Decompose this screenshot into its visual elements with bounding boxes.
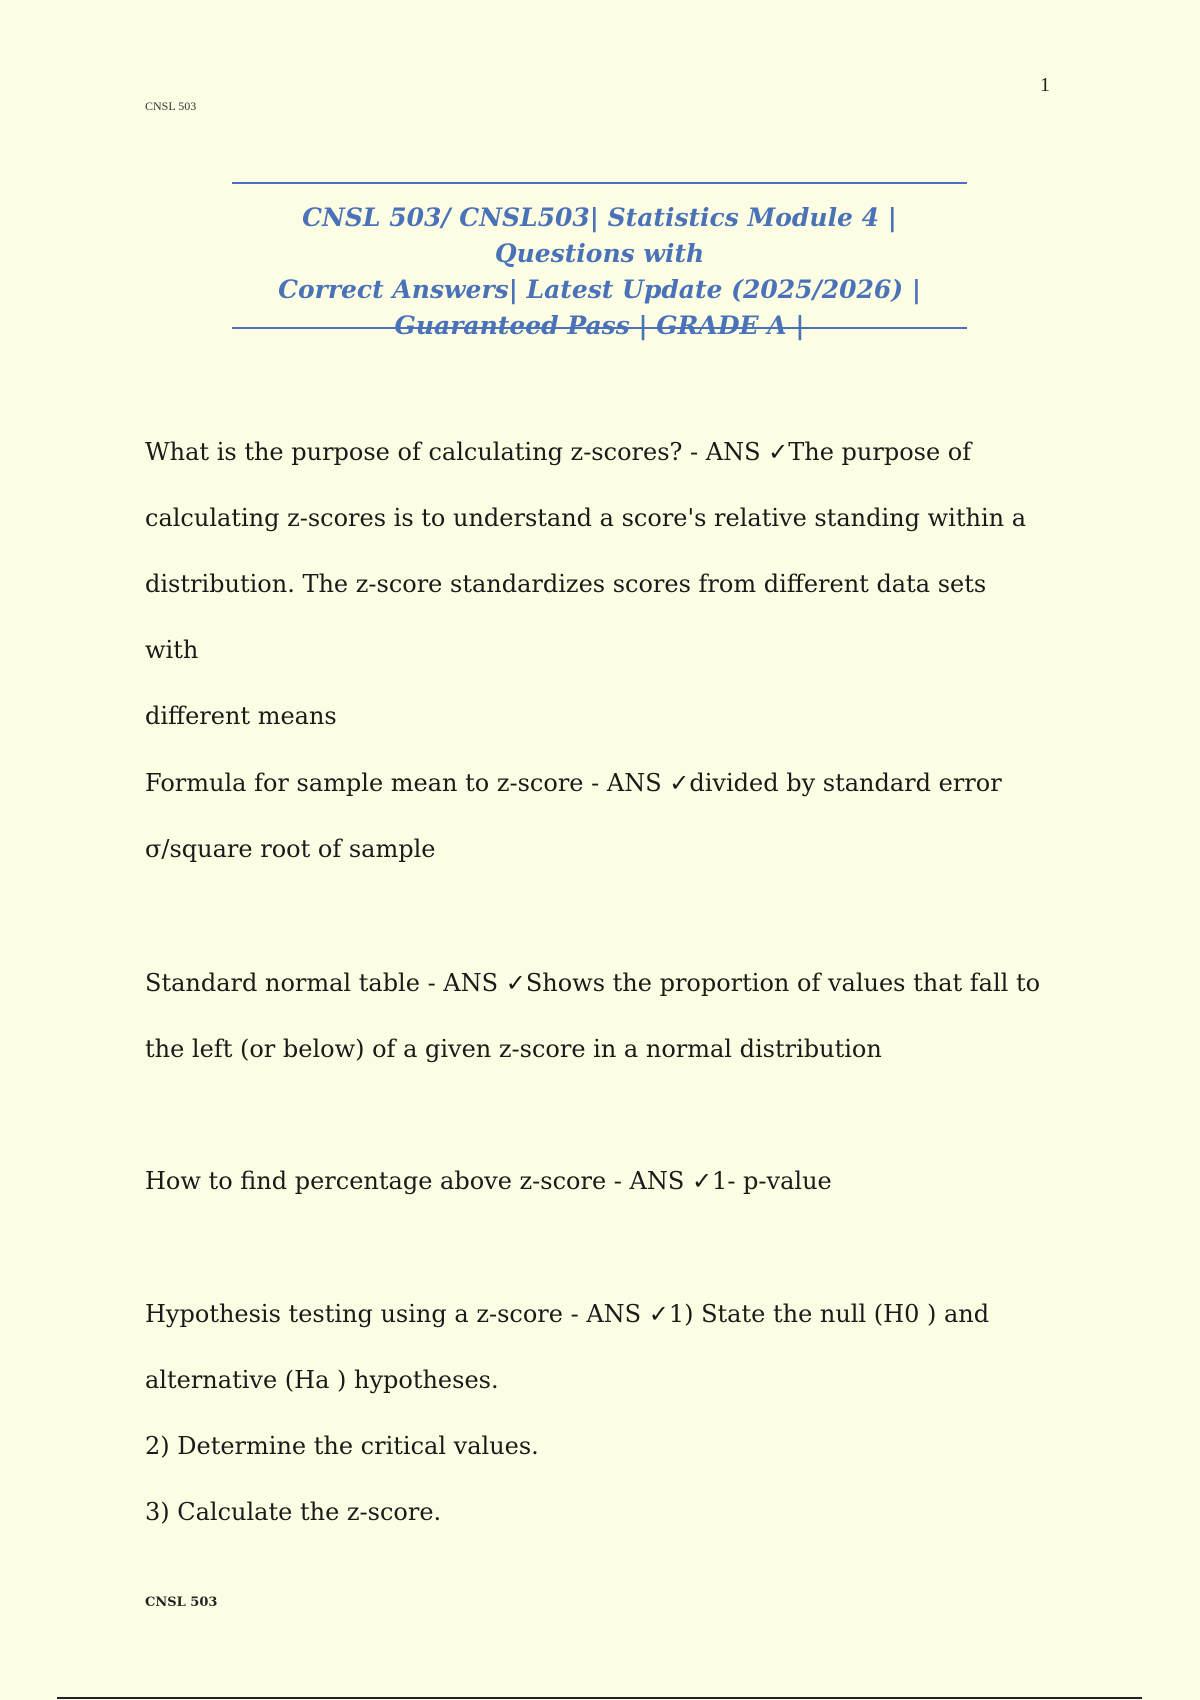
title-line-1: CNSL 503/ CNSL503| Statistics Module 4 | Questions with [302,203,897,268]
qa-item-4 [145,1148,1045,1214]
qa-line: distribution. The z-score standardizes scores from different data sets with [145,570,987,664]
qa-line: 3) Calculate the z-score. [145,1498,442,1526]
title-line-2: Correct Answers| Latest Update (2025/2026) | [278,275,921,304]
qa-line: alternative (Ha ) hypotheses. [145,1366,499,1394]
page-bottom-rule [57,1697,1142,1699]
running-header: CNSL 503 [145,99,197,113]
qa-line: different means [145,702,337,730]
title-top-rule [232,182,967,184]
qa-item-1 [145,419,1045,749]
qa-line: Standard normal table - ANS ✓Shows the proportion of values that fall to [145,969,1041,997]
qa-line: the left (or below) of a given z-score in a normal distribution [145,1035,882,1063]
title-line-3: Guaranteed Pass | GRADE A | [394,311,805,340]
qa-line: 2) Determine the critical values. [145,1432,539,1460]
running-footer: CNSL 503 [145,1595,218,1610]
qa-item-2 [145,750,1045,882]
qa-line: What is the purpose of calculating z-scores? - ANS ✓The purpose of [145,438,972,466]
qa-line: σ/square root of sample [145,835,436,863]
page-number: 1 [1040,74,1050,96]
qa-line: Formula for sample mean to z-score - ANS ✓divided by standard error [145,769,1002,797]
document-title [232,200,967,344]
title-bottom-rule [232,327,967,329]
qa-line: Hypothesis testing using a z-score - ANS ✓1) State the null (H0 ) and [145,1300,990,1328]
qa-item-3 [145,950,1045,1082]
qa-item-5 [145,1281,1045,1545]
qa-line: calculating z-scores is to understand a score's relative standing within a [145,504,1027,532]
qa-line: How to find percentage above z-score - ANS ✓1- p-value [145,1167,832,1195]
